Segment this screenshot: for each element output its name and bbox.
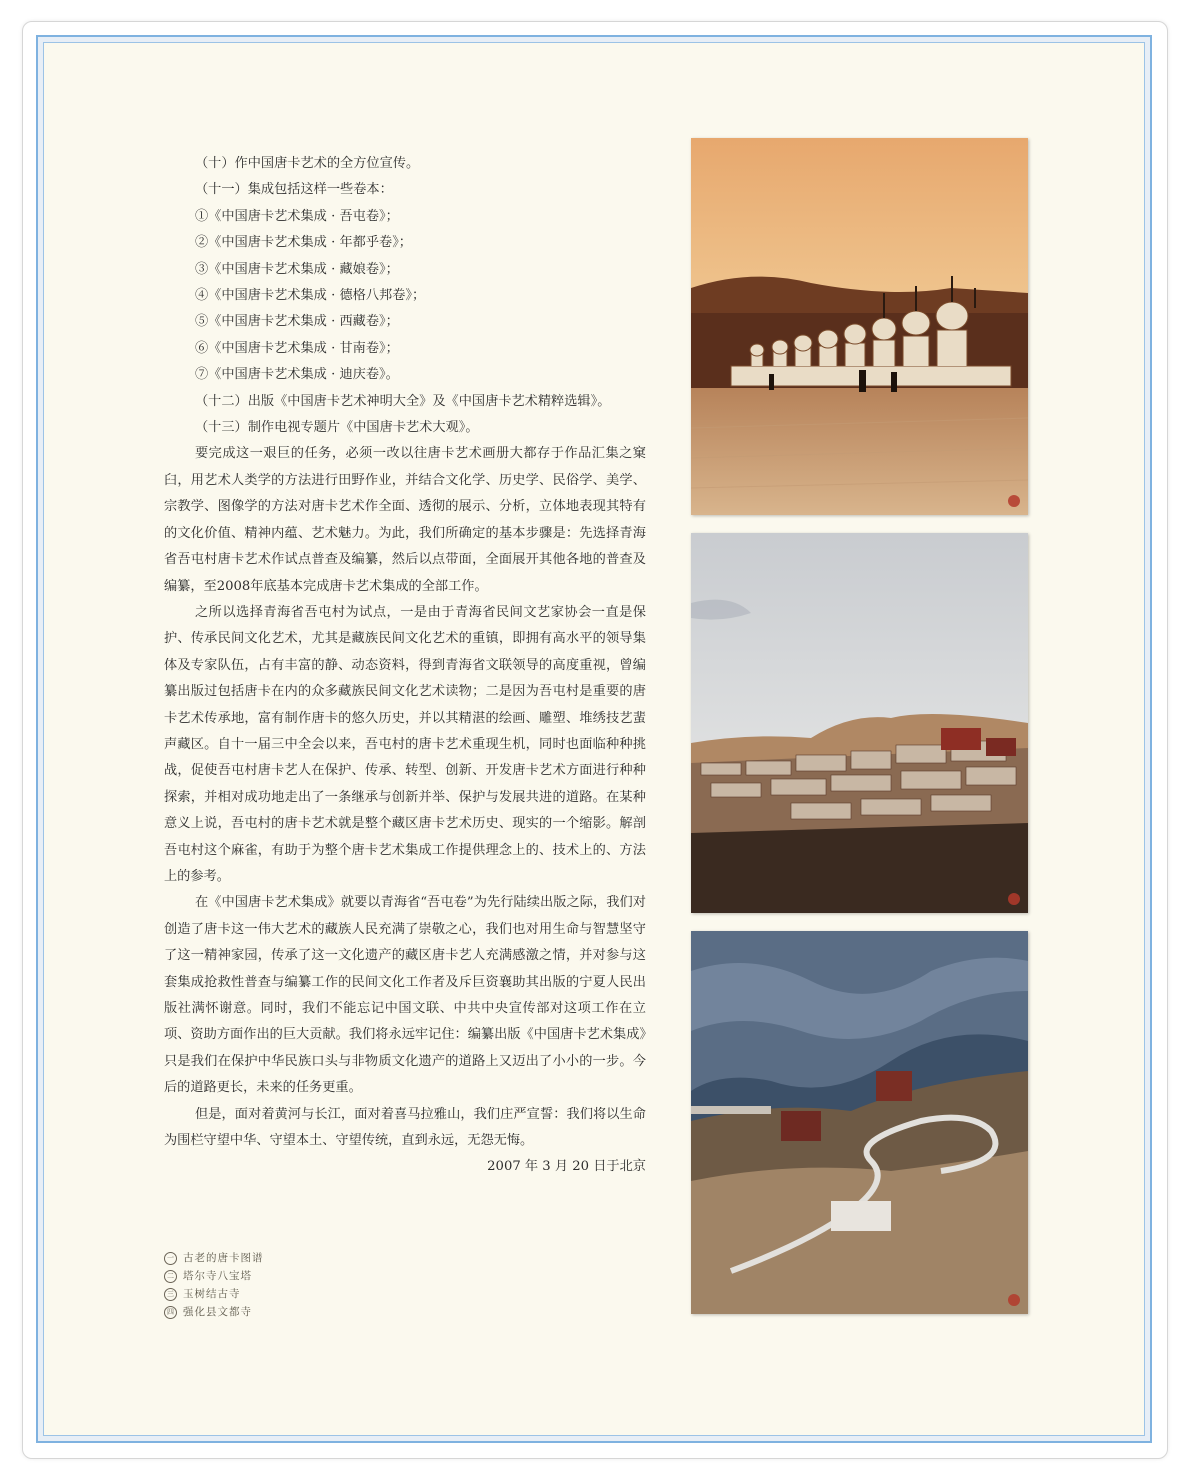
list-item: （十一）集成包括这样一些卷本：	[195, 182, 393, 198]
text-column	[164, 151, 646, 1181]
seal-mark	[1008, 1294, 1020, 1306]
photo-stupas	[691, 138, 1028, 515]
photo-monastery-hillside	[691, 533, 1028, 913]
list-item: （十三）制作电视专题片《中国唐卡艺术大观》。	[195, 420, 479, 436]
hillside-scene	[691, 533, 1028, 913]
caption-item	[164, 1303, 264, 1321]
caption-item	[164, 1285, 264, 1303]
list-item: ⑤《中国唐卡艺术集成 · 西藏卷》；	[195, 314, 399, 330]
book-page	[43, 42, 1145, 1436]
caption-item	[164, 1267, 264, 1285]
seal-mark	[1008, 893, 1020, 905]
body-paragraph: 但是，面对着黄河与长江，面对着喜马拉雅山，我们庄严宣誓：我们将以生命为围栏守望中华、守望本土、守望传统，直到永远，无怨无悔。	[164, 1106, 646, 1149]
list-item: ②《中国唐卡艺术集成 · 年都乎卷》；	[195, 235, 412, 251]
body-paragraph: 在《中国唐卡艺术集成》就要以青海省“吾屯卷”为先行陆续出版之际，我们对创造了唐卡这一伟大艺术的藏族人民充满了崇敬之心，我们也对用生命与智慧坚守了这一精神家园，传承了这一文化遗产的藏区唐卡艺人充满感激之情，并对参与这套集成抢救性普查与编纂工作的民间文化工作者及斥巨资襄助其出版的宁夏人民出版社满怀谢意。同时，我们不能忘记中国文联、中共中央宣传部对这项工作在立项、资助方面作出的巨大贡献。我们将永远牢记住：编纂出版《中国唐卡艺术集成》只是我们在保护中华民族口头与非物质文化遗产的道路上又迈出了小小的一步。今后的道路更长，未来的任务更重。	[164, 895, 646, 1096]
list-item: （十）作中国唐卡艺术的全方位宣传。	[195, 156, 420, 171]
caption-text: 玉树结古寺	[183, 1288, 241, 1300]
caption-number: 一	[164, 1252, 177, 1265]
photo-captions	[164, 1249, 264, 1321]
list-item: （十二）出版《中国唐卡艺术神明大全》及《中国唐卡艺术精粹选辑》。	[195, 393, 611, 409]
list-item: ⑦《中国唐卡艺术集成 · 迪庆卷》。	[195, 367, 399, 383]
caption-text: 强化县文都寺	[183, 1306, 252, 1318]
body-paragraph: 之所以选择青海省吾屯村为试点，一是由于青海省民间文艺家协会一直是保护、传承民间文化艺术，尤其是藏族民间文化艺术的重镇，即拥有高水平的领导集体及专家队伍，占有丰富的静、动态资料，得到青海省文联领导的高度重视，曾编纂出版过包括唐卡在内的众多藏族民间文化艺术读物；二是因为吾屯村是重要的唐卡艺术传承地，富有制作唐卡的悠久历史，并以其精湛的绘画、雕塑、堆绣技艺蜚声藏区。自十一届三中全会以来，吾屯村的唐卡艺术重现生机，同时也面临种种挑战，促使吾屯村唐卡艺人在保护、传承、转型、创新、开发唐卡艺术方面进行种种探索，并相对成功地走出了一条继承与创新并举、保护与发展共进的道路。在某种意义上说，吾屯村的唐卡艺术就是整个藏区唐卡艺术历史、现实的一个缩影。解剖吾屯村这个麻雀，有助于为整个唐卡艺术集成工作提供理念上的、技术上的、方法上的参考。	[164, 604, 646, 884]
stupa-scene	[691, 138, 1028, 515]
seal-mark	[1008, 495, 1020, 507]
caption-number: 二	[164, 1270, 177, 1283]
valley-scene	[691, 931, 1028, 1314]
photo-mountain-valley	[691, 931, 1028, 1314]
caption-number: 四	[164, 1306, 177, 1319]
list-item: ③《中国唐卡艺术集成 · 藏娘卷》；	[195, 261, 399, 277]
list-item: ④《中国唐卡艺术集成 · 德格八邦卷》；	[195, 288, 426, 304]
caption-number: 三	[164, 1288, 177, 1301]
list-item: ⑥《中国唐卡艺术集成 · 甘南卷》；	[195, 340, 399, 356]
caption-text: 塔尔寺八宝塔	[183, 1270, 252, 1282]
body-paragraph: 要完成这一艰巨的任务，必须一改以往唐卡艺术画册大都存于作品汇集之窠臼，用艺术人类学的方法进行田野作业，并结合文化学、历史学、民俗学、美学、宗教学、图像学的方法对唐卡艺术作全面、透彻的展示、分析，立体地表现其特有的文化价值、精神内蕴、艺术魅力。为此，我们所确定的基本步骤是：先选择青海省吾屯村唐卡艺术作试点普查及编纂，然后以点带面，全面展开其他各地的普查及编纂，至2008年底基本完成唐卡艺术集成的全部工作。	[164, 446, 646, 594]
list-item: ①《中国唐卡艺术集成 · 吾屯卷》；	[195, 208, 399, 224]
date-signature: 2007 年 3 月 20 日于北京	[487, 1159, 646, 1175]
caption-item	[164, 1249, 264, 1267]
caption-text: 古老的唐卡图谱	[183, 1252, 264, 1264]
